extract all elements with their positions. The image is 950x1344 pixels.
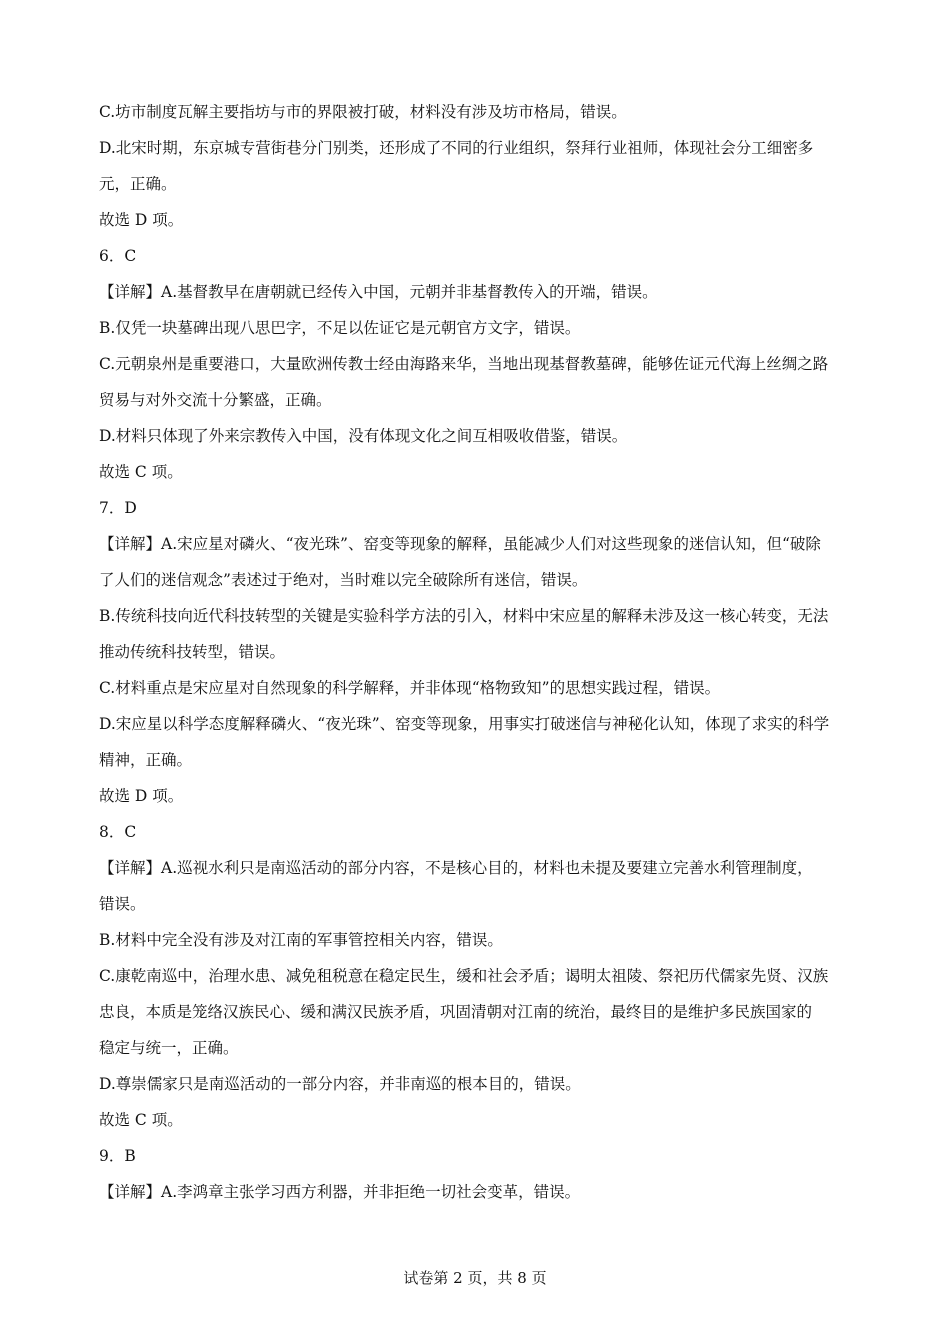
text-line: 了人们的迷信观念”表述过于绝对，当时难以完全破除所有迷信，错误。 (99, 571, 588, 589)
question-number: 7．D (99, 499, 137, 517)
text-line: D.宋应星以科学态度解释磷火、“夜光珠”、窑变等现象，用事实打破迷信与神秘化认知，体现了求实的科学 (99, 715, 830, 733)
text-line: D.材料只体现了外来宗教传入中国，没有体现文化之间互相吸收借鉴，错误。 (99, 427, 628, 445)
text-line: C.坊市制度瓦解主要指坊与市的界限被打破，材料没有涉及坊市格局，错误。 (99, 103, 627, 121)
text-line: 错误。 (99, 895, 146, 913)
text-line: B.仅凭一块墓碑出现八思巴字，不足以佐证它是元朝官方文字，错误。 (99, 319, 581, 337)
page-footer: 试卷第 2 页，共 8 页 (403, 1269, 547, 1287)
text-line: 【详解】A.基督教早在唐朝就已经传入中国，元朝并非基督教传入的开端，错误。 (99, 283, 658, 301)
text-line: 忠良，本质是笼络汉族民心、缓和满汉民族矛盾，巩固清朝对江南的统治，最终目的是维护多民族国家的 (99, 1003, 813, 1021)
text-line: C.元朝泉州是重要港口，大量欧洲传教士经由海路来华，当地出现基督教墓碑，能够佐证元代海上丝绸之路 (99, 355, 829, 373)
text-line: B.材料中完全没有涉及对江南的军事管控相关内容，错误。 (99, 931, 503, 949)
text-line: 故选 D 项。 (99, 211, 184, 229)
answer-explanations (99, 94, 855, 1210)
text-line: 故选 C 项。 (99, 1111, 183, 1129)
text-line: 稳定与统一，正确。 (99, 1039, 239, 1057)
text-line: 故选 D 项。 (99, 787, 184, 805)
text-line: C.康乾南巡中，治理水患、减免租税意在稳定民生，缓和社会矛盾；谒明太祖陵、祭祀历代儒家先贤、汉族 (99, 967, 829, 985)
text-line: 精神，正确。 (99, 751, 193, 769)
text-line: D.尊崇儒家只是南巡活动的一部分内容，并非南巡的根本目的，错误。 (99, 1075, 581, 1093)
text-line: 【详解】A.巡视水利只是南巡活动的部分内容，不是核心目的，材料也未提及要建立完善水利管理制度， (99, 859, 813, 877)
text-line: 故选 C 项。 (99, 463, 183, 481)
question-number: 6．C (99, 247, 137, 265)
text-line: 元，正确。 (99, 175, 177, 193)
text-line: B.传统科技向近代科技转型的关键是实验科学方法的引入，材料中宋应星的解释未涉及这一核心转变，无法 (99, 607, 829, 625)
text-line: C.材料重点是宋应星对自然现象的科学解释，并非体现“格物致知”的思想实践过程，错误。 (99, 679, 721, 697)
text-line: D.北宋时期，东京城专营街巷分门别类，还形成了不同的行业组织，祭拜行业祖师，体现社会分工细密多 (99, 139, 814, 157)
text-line: 推动传统科技转型，错误。 (99, 643, 286, 661)
text-line: 【详解】A.李鸿章主张学习西方利器，并非拒绝一切社会变革，错误。 (99, 1183, 581, 1201)
question-number: 8．C (99, 823, 137, 841)
question-number: 9．B (99, 1147, 136, 1165)
text-line: 贸易与对外交流十分繁盛，正确。 (99, 391, 332, 409)
text-line: 【详解】A.宋应星对磷火、“夜光珠”、窑变等现象的解释，虽能减少人们对这些现象的迷信认知，但“破除 (99, 535, 821, 553)
